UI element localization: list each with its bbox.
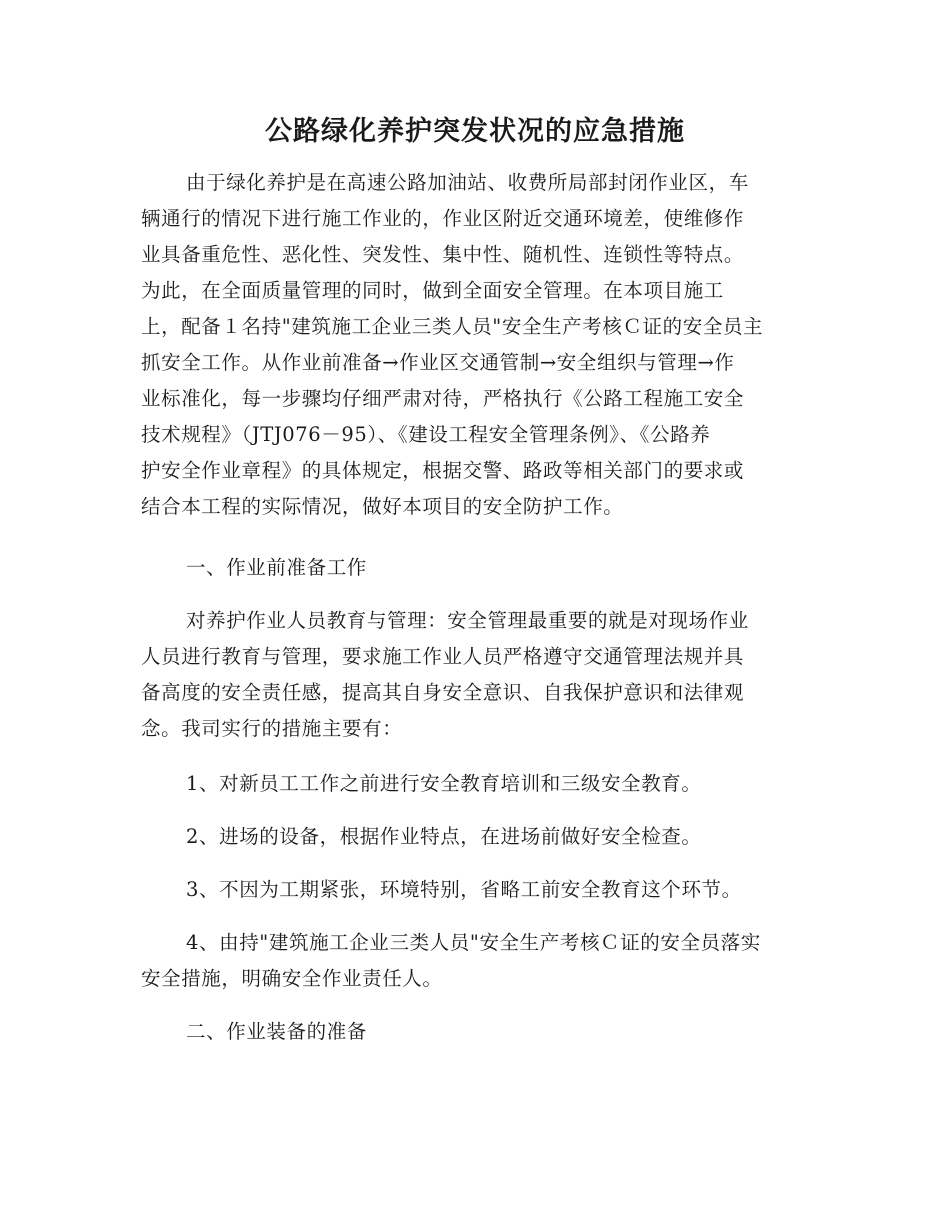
list-item-2: 2、进场的设备，根据作业特点，在进场前做好安全检查。 [186,825,702,848]
section1-para-line-2: 人员进行教育与管理，要求施工作业人员严格遵守交通管理法规并具 [141,645,745,668]
intro-line-1: 由于绿化养护是在高速公路加油站、收费所局部封闭作业区，车 [186,171,749,194]
list-item-3: 3、不因为工期紧张，环境特别，省略工前安全教育这个环节。 [186,878,742,901]
list-item-1: 1、对新员工工作之前进行安全教育培训和三级安全教育。 [186,772,702,795]
intro-line-4: 为此，在全面质量管理的同时，做到全面安全管理。在本项目施工 [141,279,724,302]
intro-line-5: 上，配备１名持"建筑施工企业三类人员"安全生产考核Ｃ证的安全员主 [141,315,764,338]
intro-line-2: 辆通行的情况下进行施工作业的，作业区附近交通环境差，使维修作 [141,207,745,230]
section1-para-line-4: 念。我司实行的措施主要有： [141,717,403,740]
section1-para-line-3: 备高度的安全责任感，提高其自身安全意识、自我保护意识和法律观 [141,681,745,704]
section2-heading: 二、作业装备的准备 [186,1020,367,1043]
intro-line-3: 业具备重危性、恶化性、突发性、集中性、随机性、连锁性等特点。 [141,243,745,266]
document-title: 公路绿化养护突发状况的应急措施 [265,116,685,147]
intro-line-9: 护安全作业章程》的具体规定，根据交警、路政等相关部门的要求或 [141,459,745,482]
section1-para-line-1: 对养护作业人员教育与管理：安全管理最重要的就是对现场作业 [186,609,749,632]
list-item-4-line-2: 安全措施，明确安全作业责任人。 [141,967,443,990]
section1-heading: 一、作业前准备工作 [186,556,367,579]
intro-line-10: 结合本工程的实际情况，做好本项目的安全防护工作。 [141,495,624,518]
intro-line-7: 业标准化，每一步骤均仔细严肃对待，严格执行《公路工程施工安全 [141,387,745,410]
list-item-4-line-1: 4、由持"建筑施工企业三类人员"安全生产考核Ｃ证的安全员落实 [186,931,761,954]
intro-line-8: 技术规程》（JTJ076－95）、《建设工程安全管理条例》、《公路养 [141,423,711,446]
intro-line-6: 抓安全工作。从作业前准备→作业区交通管制→安全组织与管理→作 [141,351,735,374]
